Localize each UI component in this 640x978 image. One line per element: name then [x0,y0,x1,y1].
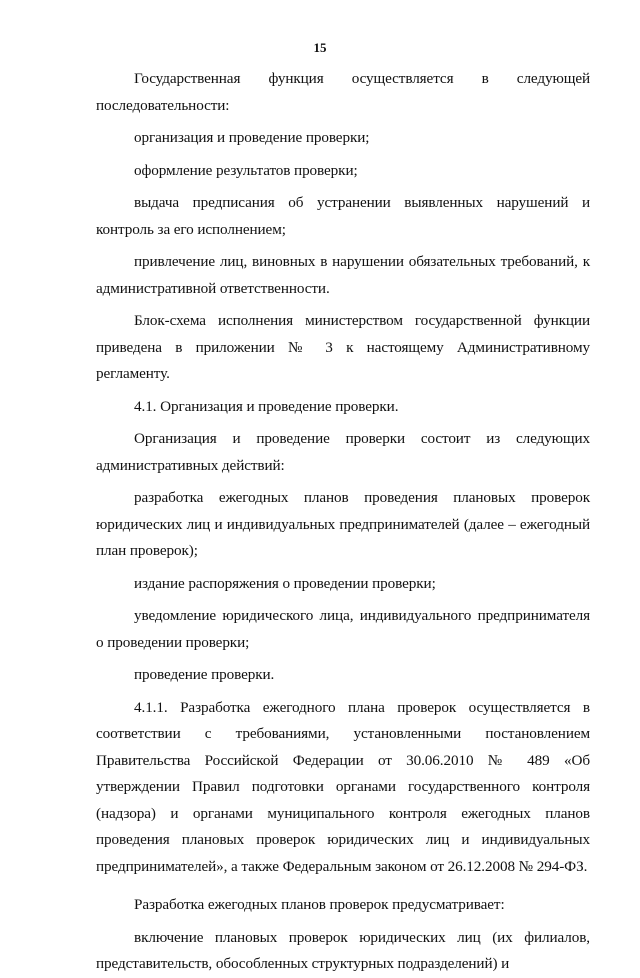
paragraph-plans-provide: Разработка ежегодных планов проверок предусматривает: [134,896,505,913]
paragraph-inclusion: включение плановых проверок юридических лиц (их филиалов, представительств, обособленных структурных подразделений) и [96,928,590,972]
paragraph-inspection: проведение проверки. [134,666,275,683]
body-text [96,66,590,978]
paragraph-prescription: выдача предписания об устранении выявленных нарушений и контроль за его исполнением; [96,194,590,238]
paragraph-order: издание распоряжения о проведении проверки; [134,574,436,592]
paragraph-function-sequence: Государственная функция осуществляется в следующей последовательности: [96,70,590,114]
paragraph-flowchart: Блок-схема исполнения министерством государственной функции приведена в приложении № 3 к настоящему Административному регламенту. [96,312,590,382]
paragraph-annual-plans: разработка ежегодных планов проведения плановых проверок юридических лиц и индивидуальных предпринимателей (далее – ежегодный план проверок); [96,489,590,559]
paragraph-notification: уведомление юридического лица, индивидуального предпринимателя о проведении проверки; [96,607,590,651]
paragraph-results: оформление результатов проверки; [134,161,358,179]
paragraph-4-1-1: 4.1.1. Разработка ежегодного плана проверок осуществляется в соответствии с требованиями, установленными постановлением Правительства Российской Федерации от 30.06.2010 № 489 «Об утверждении Правил подготовки органами государственного контроля (надзора) и органами муниципального контроля ежегодных планов проведения плановых проверок юридических лиц и индивидуальных предпринимателей», а также Федеральным законом от 26.12.2008 № 294-ФЗ. [96,698,590,875]
section-heading-4-1: 4.1. Организация и проведение проверки. [134,397,399,415]
paragraph-organization: организация и проведение проверки; [134,129,370,146]
paragraph-liability: привлечение лиц, виновных в нарушении обязательных требований, к административной ответственности. [96,253,590,297]
paragraph-actions-intro: Организация и проведение проверки состоит из следующих административных действий: [96,430,590,474]
page-number: 15 [313,40,327,55]
